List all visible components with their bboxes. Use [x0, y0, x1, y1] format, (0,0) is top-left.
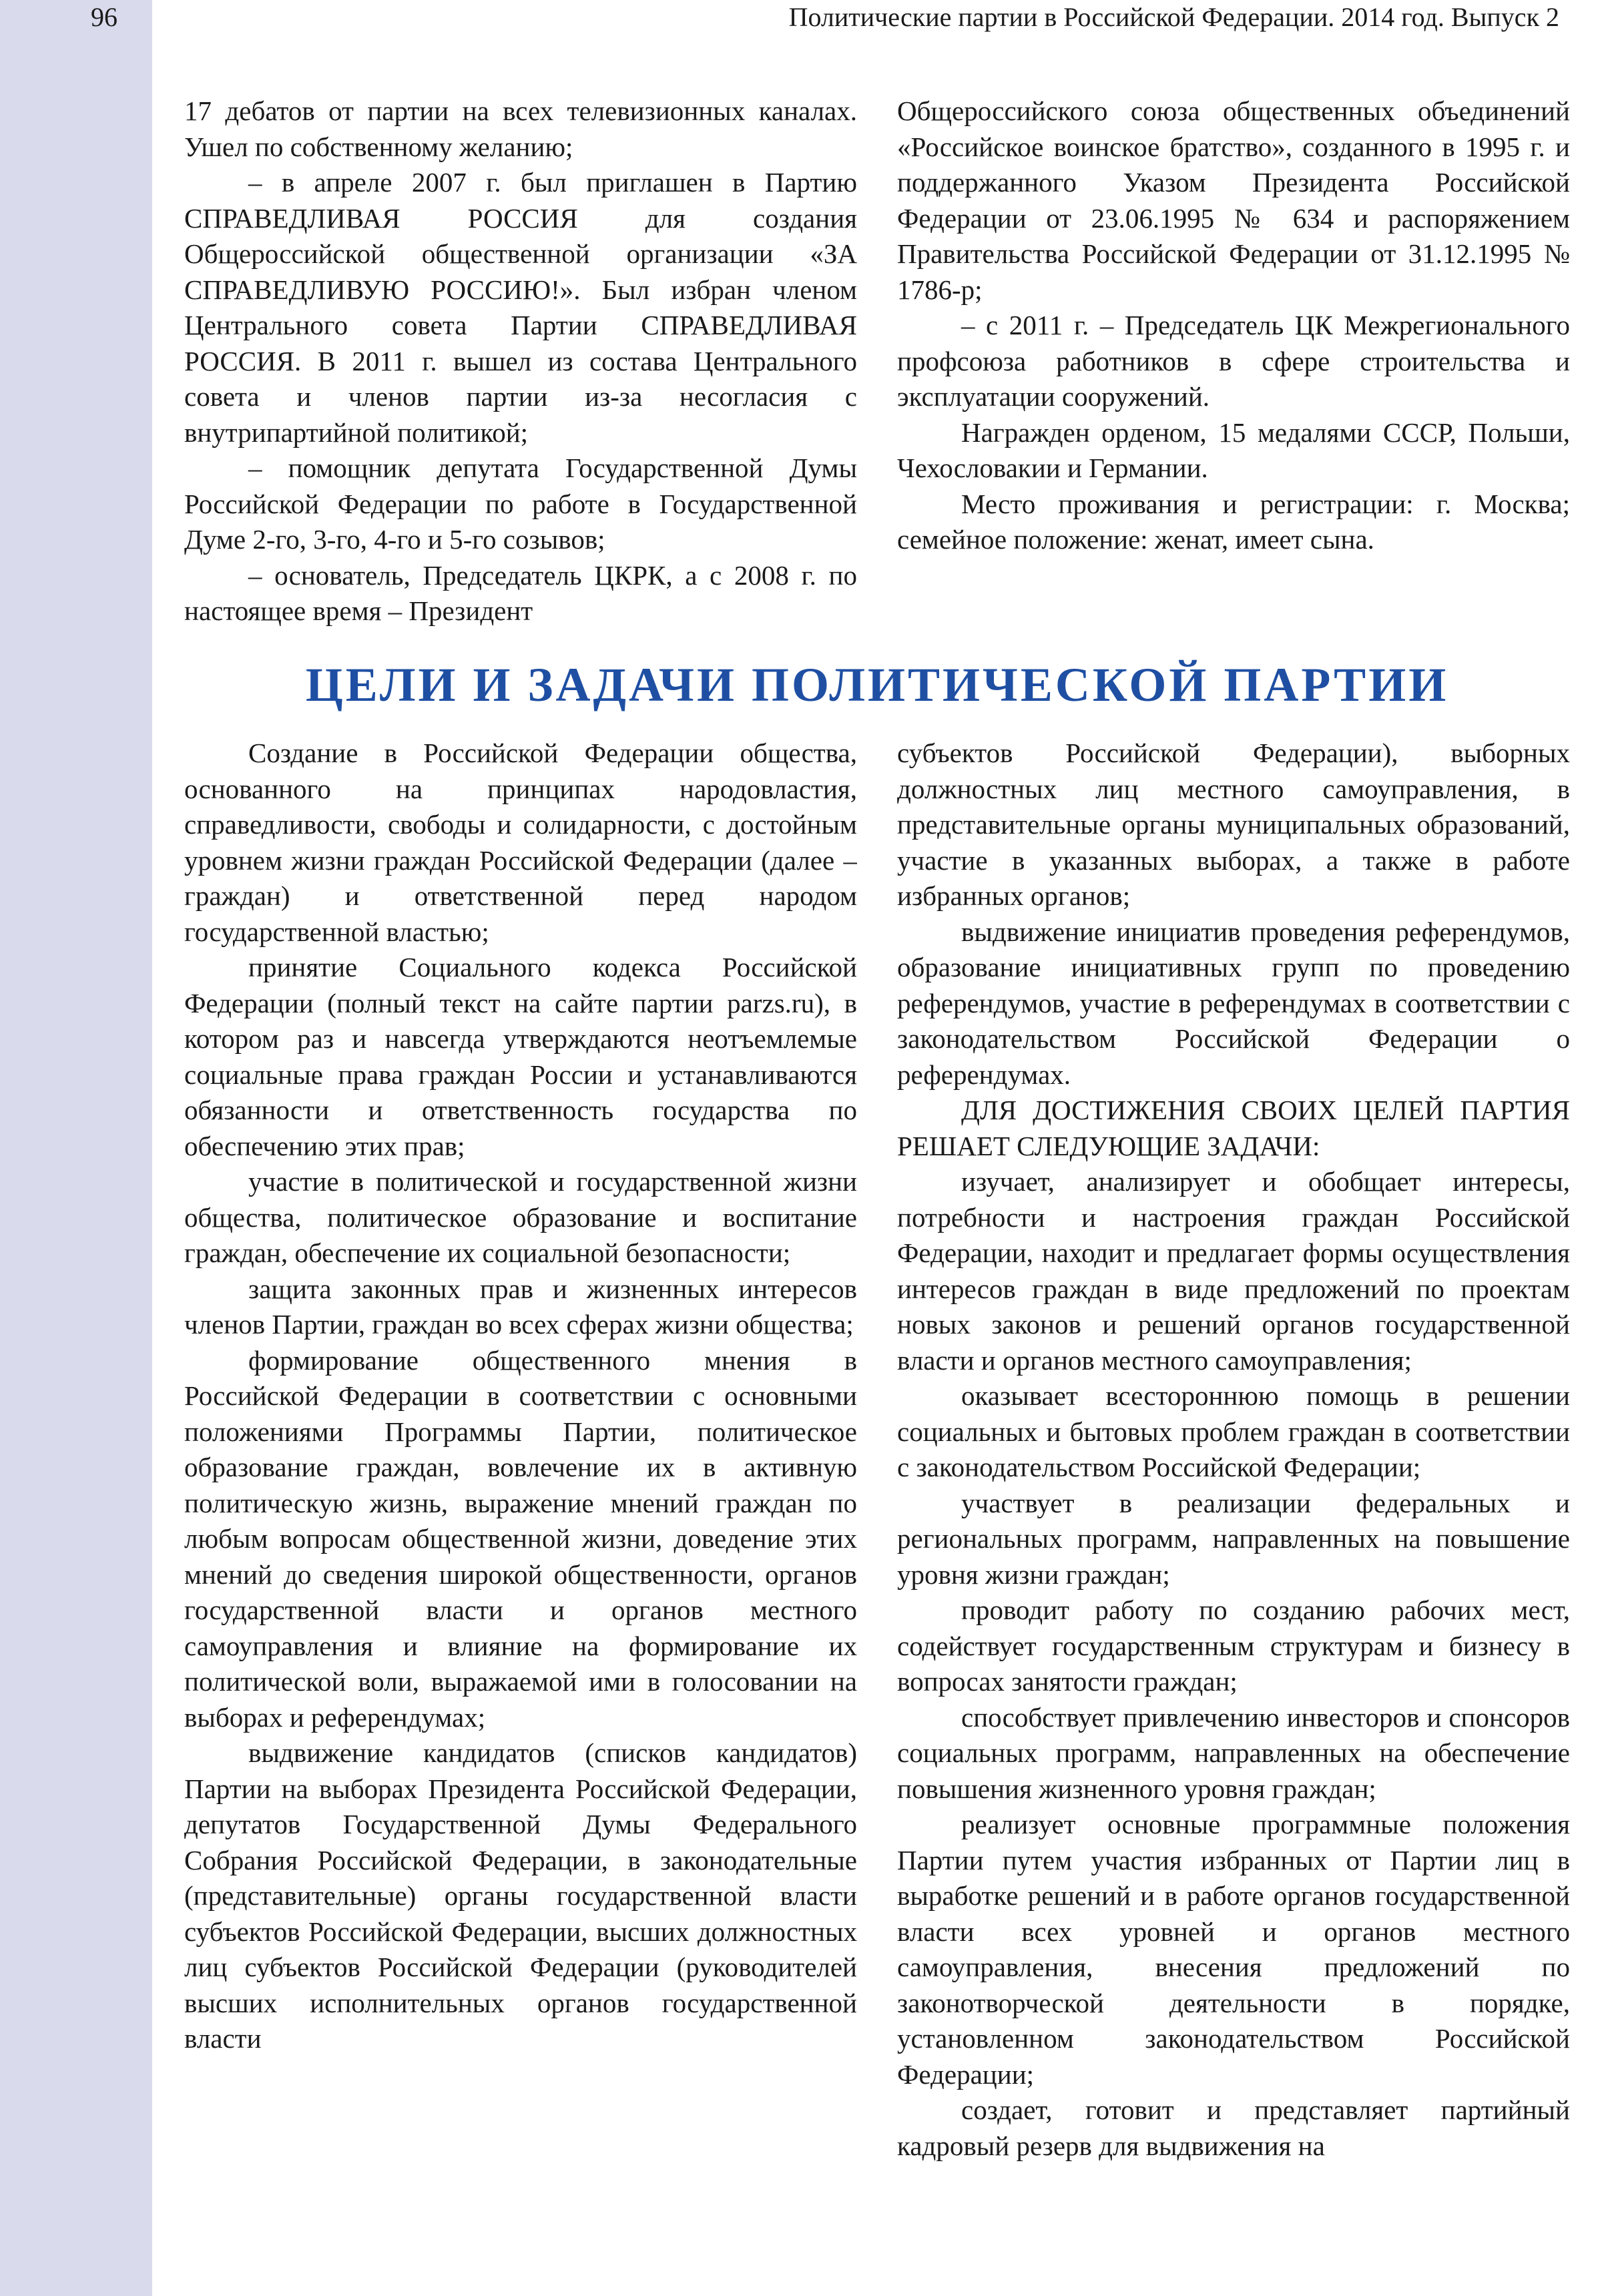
bottom-right-column	[897, 736, 1570, 2291]
paragraph: участвует в реализации федеральных и региональных программ, направленных на повышение уровня жизни граждан;	[897, 1487, 1570, 1590]
paragraph: выдвижение инициатив проведения референдумов, образование инициативных групп по проведению референдумов, участие в референдумах в соответствии с законодательством Российской Федерации о референдумах.	[897, 916, 1570, 1090]
paragraph: 17 дебатов от партии на всех телевизионных каналах. Ушел по собственному желанию;	[184, 95, 857, 162]
paragraph: – в апреле 2007 г. был приглашен в Партию СПРАВЕДЛИВАЯ РОССИЯ для создания Общероссийской общественной организации «ЗА СПРАВЕДЛИВУЮ РОССИЮ!». Был избран членом Центрального совета Партии СПРАВЕДЛИВАЯ РОССИЯ. В 2011 г. вышел из состава Центрального совета и членов партии из-за несогласия с внутрипартийной политикой;	[184, 167, 857, 448]
top-right-column	[897, 93, 1570, 637]
paragraph: Создание в Российской Федерации общества, основанного на принципах народовластия, справедливости, свободы и солидарности, с достойным уровнем жизни граждан Российской Федерации (далее – граждан) и ответственной перед народом государственной властью;	[184, 738, 857, 947]
paragraph: – с 2011 г. – Председатель ЦК Межрегионального профсоюза работников в сфере строительства и эксплуатации сооружений.	[897, 310, 1570, 412]
page-margin-strip	[0, 0, 152, 2296]
paragraph: принятие Социального кодекса Российской Федерации (полный текст на сайте партии parzs.ru), в котором раз и навсегда утверждаются неотъемлемые социальные права граждан России и устанавливаются обязанности и ответственность государства по обеспечению этих прав;	[184, 952, 857, 1161]
paragraph: защита законных прав и жизненных интересов членов Партии, граждан во всех сферах жизни общества;	[184, 1273, 857, 1340]
paragraph: выдвижение кандидатов (списков кандидатов) Партии на выборах Президента Российской Федерации, депутатов Государственной Думы Федерального Собрания Российской Федерации, в законодательные (представительные) органы государственной власти субъектов Российской Федерации, высших должностных лиц субъектов Российской Федерации (руководителей высших исполнительных органов государственной власти	[184, 1737, 857, 2054]
paragraph: оказывает всестороннюю помощь в решении социальных и бытовых проблем граждан в соответствии с законодательством Российской Федерации;	[897, 1380, 1570, 1482]
paragraph: создает, готовит и представляет партийный кадровый резерв для выдвижения на	[897, 2094, 1570, 2161]
paragraph: изучает, анализирует и обобщает интересы, потребности и настроения граждан Российской Федерации, находит и предлагает формы осуществления интересов граждан в виде предложений по проектам новых законов и решений органов государственной власти и органов местного самоуправления;	[897, 1166, 1570, 1376]
paragraph: Общероссийского союза общественных объединений «Российское воинское братство», созданного в 1995 г. и поддержанного Указом Президента Российской Федерации от 23.06.1995 № 634 и распоряжением Правительства Российской Федерации от 31.12.1995 № 1786-р;	[897, 95, 1570, 305]
paragraph: реализует основные программные положения Партии путем участия избранных от Партии лиц в выработке решений и в работе органов государственной власти всех уровней и органов местного самоуправления, внесения предложений по законотворческой деятельности в порядке, установленном законодательством Российской Федерации;	[897, 1809, 1570, 2090]
paragraph: ДЛЯ ДОСТИЖЕНИЯ СВОИХ ЦЕЛЕЙ ПАРТИЯ РЕШАЕТ СЛЕДУЮЩИЕ ЗАДАЧИ:	[897, 1095, 1570, 1161]
paragraph: участие в политической и государственной жизни общества, политическое образование и воспитание граждан, обеспечение их социальной безопасности;	[184, 1166, 857, 1268]
paragraph: Место проживания и регистрации: г. Москва; семейное положение: женат, имеет сына.	[897, 488, 1570, 555]
paragraph: Награжден орденом, 15 медалями СССР, Польши, Чехословакии и Германии.	[897, 416, 1570, 483]
paragraph: формирование общественного мнения в Российской Федерации в соответствии с основными положениями Программы Партии, политическое образование граждан, вовлечение их в активную политическую жизнь, выражение мнений граждан по любым вопросам общественной жизни, доведение этих мнений до сведения широкой общественности, органов государственной власти и органов местного самоуправления и влияние на формирование их политической воли, выражаемой ими в голосовании на выборах и референдумах;	[184, 1344, 857, 1733]
top-left-column	[184, 93, 857, 627]
section-title: ЦЕЛИ И ЗАДАЧИ ПОЛИТИЧЕСКОЙ ПАРТИИ	[305, 658, 1449, 711]
paragraph: субъектов Российской Федерации), выборных должностных лиц местного самоуправления, в представительные органы муниципальных образований, участие в указанных выборах, а также в работе избранных органов;	[897, 738, 1570, 911]
paragraph: проводит работу по созданию рабочих мест, содействует государственным структурам и бизнесу в вопросах занятости граждан;	[897, 1595, 1570, 1697]
paragraph: – основатель, Председатель ЦКРК, а с 2008 г. по настоящее время – Президент	[184, 559, 857, 626]
bottom-left-column	[184, 736, 857, 2291]
paragraph: способствует привлечению инвесторов и спонсоров социальных программ, направленных на обеспечение повышения жизненного уровня граждан;	[897, 1701, 1570, 1804]
running-header-title: Политические партии в Российской Федерации. 2014 год. Выпуск 2	[788, 2, 1559, 32]
page-number: 96	[91, 2, 117, 32]
paragraph: – помощник депутата Государственной Думы Российской Федерации по работе в Государственной Думе 2-го, 3-го, 4-го и 5-го созывов;	[184, 453, 857, 555]
